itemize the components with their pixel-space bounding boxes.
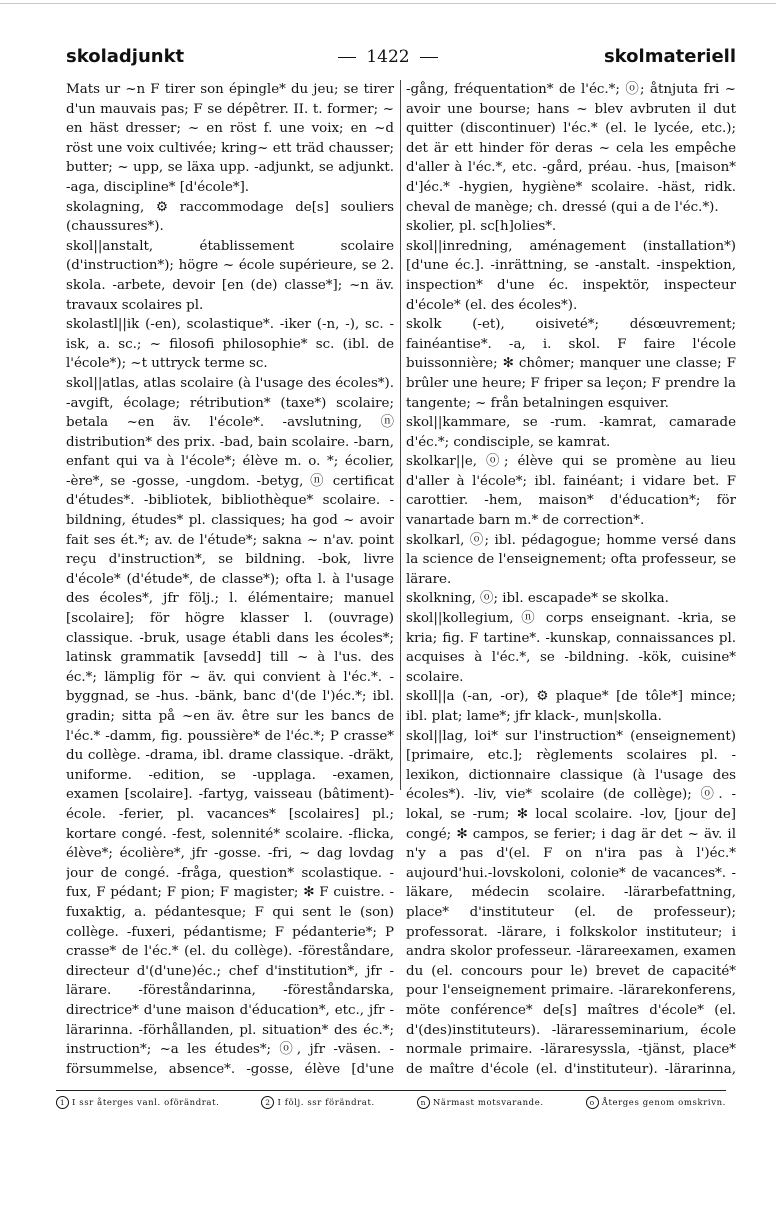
- footnote-text: Närmast motsvarande.: [432, 1098, 544, 1108]
- entry-skollag: skol||lag, loi* sur l'instruction* (enseignement) [primaire, etc.]; règlements scolaires pl. -lexikon, dictionnaire classique (à l'usage des écoles*). -liv, vie* scolaire (de collège); ⓞ. -lokal, se -rum; ✻ local scolaire. -lov, [jour de] congé; ✻ campos, se ferier; i dag är det ~ äv. il n'y a pas d'(el. F on n'ira pas à l')éc.* aujourd'hui.-lovskoloni, colonie* de vacances*. -läkare, médecin scolaire. -lärarbefattning, place* d'instituteur (el. de professeur); professorat. -lärare, i folkskolor instituteur; i andra skolor professeur. -lärareexamen, examen du (el. concours pour le) brevet de capacité* pour l'enseignement primaire. -lärarekonferens, möte conférence* de[s] maîtres d'école* (el. d'(des)instituteurs). -läraresseminarium, école normale primaire. -läraresyssla, -tjänst, place* de maître d'école (el. d'instituteur). -lärarinna,: [406, 728, 736, 1077]
- footnote-n: [417, 1096, 544, 1110]
- circled-mark: 2: [261, 1096, 274, 1109]
- footnote-1: [56, 1096, 219, 1110]
- header-right-guideword: skolmateriell: [603, 46, 736, 67]
- entry-mats-ur: Mats ur ~n F tirer son épingle* du jeu; se tirer d'un mauvais pas; F se dépêtrer. II. t. former; ~ en häst dresser; ~ en röst f. une voix; en ~d röst une voix cultivée; kring~ ett träd chausser; butter; ~ upp, se läxa upp. -adjunkt, se adjunkt. -aga, discipline* [d'école*].: [66, 82, 394, 195]
- right-column: [406, 80, 736, 1080]
- entry-skolkning: skolkning, ⓞ; ibl. escapade* se skolka.: [406, 591, 669, 607]
- circled-mark: n: [417, 1096, 430, 1109]
- entry-skolier: skolier, pl. sc[h]olies*.: [406, 219, 557, 235]
- footnote-text: I följ. ssr förändrat.: [277, 1098, 375, 1108]
- footnote-o: [586, 1096, 726, 1110]
- header-left-guideword: skoladjunkt: [66, 46, 185, 67]
- footnote-text: I ssr återges vanl. oförändrat.: [72, 1098, 220, 1108]
- circled-mark: 1: [56, 1096, 69, 1109]
- entry-skolagning: skolagning, ⚙ raccommodage de[s] souliers (chaussures*).: [66, 199, 394, 235]
- entry-skolanstalt: skol||anstalt, établissement scolaire (d'instruction*); högre ~ école supérieure, se 2. skola. -arbete, devoir [en (de) classe*]; ~n äv. travaux scolaires pl.: [66, 238, 394, 313]
- circled-mark: o: [586, 1096, 599, 1109]
- entry-skolkammare: skol||kammare, se -rum. -kamrat, camarade d'éc.*; condisciple, se kamrat.: [406, 415, 736, 450]
- footnote-text: Återges genom omskrivn.: [601, 1098, 726, 1108]
- entry-skolastik: skolastl||ik (-en), scolastique*. -iker (-n, -), sc. -isk, a. sc.; ~ filosofi philosophie* sc. (ibl. de l'école*); ~t uttryck terme sc.: [66, 317, 394, 372]
- left-column: [66, 80, 394, 1080]
- footnote-legend: [56, 1096, 726, 1110]
- header-dash-left: [338, 57, 356, 58]
- entry-skolla: skoll||a (-an, -or), ⚙ plaque* [de tôle*] mince; ibl. plat; lame*; jfr klack-, mun|skolla.: [406, 689, 736, 724]
- header-dash-right: [420, 57, 438, 58]
- entry-skolkare: skolkar||e, ⓞ; élève qui se promène au lieu d'aller à l'école*; ibl. fainéant; i vidare bet. F carottier. -hem, maison* d'éducation*; för vanartade barn m.* de correction*.: [406, 454, 736, 529]
- footnote-rule: [56, 1090, 726, 1091]
- footnote-2: [261, 1096, 374, 1110]
- entry-gang: -gång, fréquentation* de l'éc.*; ⓞ; åtnjuta fri ~ avoir une bourse; hans ~ blev avbruten il dut quitter (discontinuer) l'éc.* (el. le lycée, etc.); det är ett hinder för deras ~ cela les empêche d'aller à l'éc.*, etc. -gård, préau. -hus, [maison* d']éc.* -hygien, hygiène* scolaire. -häst, ridk. cheval de manège; ch. dressé (qui a de l'éc.*).: [406, 82, 736, 215]
- entry-skolatlas: skol||atlas, atlas scolaire (à l'usage des écoles*). -avgift, écolage; rétribution* (taxe*) scolaire; betala ~en äv. l'école*. -avslutning, ⓝ distribution* des prix. -bad, bain scolaire. -barn, enfant qui va à l'école*; élève m. o. *; écolier, -ère*, se -gosse, -ungdom. -betyg, ⓝ certificat d'études*. -bibliotek, bibliothèque* scolaire. -bildning, études* pl. classiques; ha god ~ avoir fait ses ét.*; av. de l'étude*; sakna ~ n'av. point reçu d'instruction*, se bildning. -bok, livre d'école* (d'étude*, de classe*); ofta l. à l'usage des écoles*, jfr följ.; l. élémentaire; manuel [scolaire]; för högre klasser l. (ouvrage) classique. -bruk, usage établi dans les écoles*; latinsk grammatik [avsedd] till ~ à l'us. des éc.*; lämplig för ~ äv. qui convient à l'éc.*. -byggnad, se -hus. -bänk, banc d'(de l')éc.*; ibl. gradin; sitta på ~en äv. être sur les bancs de l'éc.* -damm, fig. poussière* de l'éc.*; P crasse* du collège. -drama, ibl. drame classique. -dräkt, uniforme. -edition, se -upplaga. -examen, examen [scolaire]. -fartyg, vaisseau (bâtiment)-école. -ferier, pl. vacances* [scolaires] pl.; kortare congé. -fest, solennité* scolaire. -flicka, élève*; écolière*, jfr -gosse. -fri, ~ dag lovdag jour de congé. -fråga, question* scolastique. -fux, F pédant; F pion; F magister; ✻ F cuistre. -fuxaktig, a. pédantesque; F qui sent le (son) collège. -fuxeri, pédantisme; F pédanterie*; P crasse* de l'éc.* (el. du collège). -föreståndare, directeur d'(d'une)éc.; chef d'institution*, jfr -lärare. -föreståndarinna, -föreståndarska, directrice* d'une maison d'éducation*, etc., jfr -lärarinna. -förhållanden, pl. situation* des éc.*; instruction*; ~a les études*; ⓞ, jfr -väsen. -försummelse, absence*. -gosse, élève [d'une: [66, 375, 394, 1077]
- entry-skolk: skolk (-et), oisiveté*; désœuvrement; fainéantise*. -a, i. skol. F faire l'école buissonnière; ✻ chômer; manquer une classe; F brûler une heure; F friper sa leçon; F prendre la tangente; ~ från betalningen esquiver.: [406, 317, 736, 411]
- page-number: 1422: [366, 47, 410, 67]
- top-edge-line: [0, 3, 776, 4]
- entry-skolkollegium: skol||kollegium, ⓝ corps enseignant. -kria, se kria; fig. F tartine*. -kunskap, connaissances pl. acquises à l'éc.*, se -bildning. -kök, cuisine* scolaire.: [406, 611, 736, 685]
- column-separator: [400, 80, 401, 790]
- entry-skolkarl: skolkarl, ⓞ; ibl. pédagogue; homme versé dans la science de l'enseignement; ofta professeur, se lärare.: [406, 532, 736, 587]
- entry-skolinredning: skol||inredning, aménagement (installation*) [d'une éc.]. -inrättning, se -anstalt. -inspektion, inspection* d'une éc. inspektör, inspecteur d'école* (el. des écoles*).: [406, 238, 736, 313]
